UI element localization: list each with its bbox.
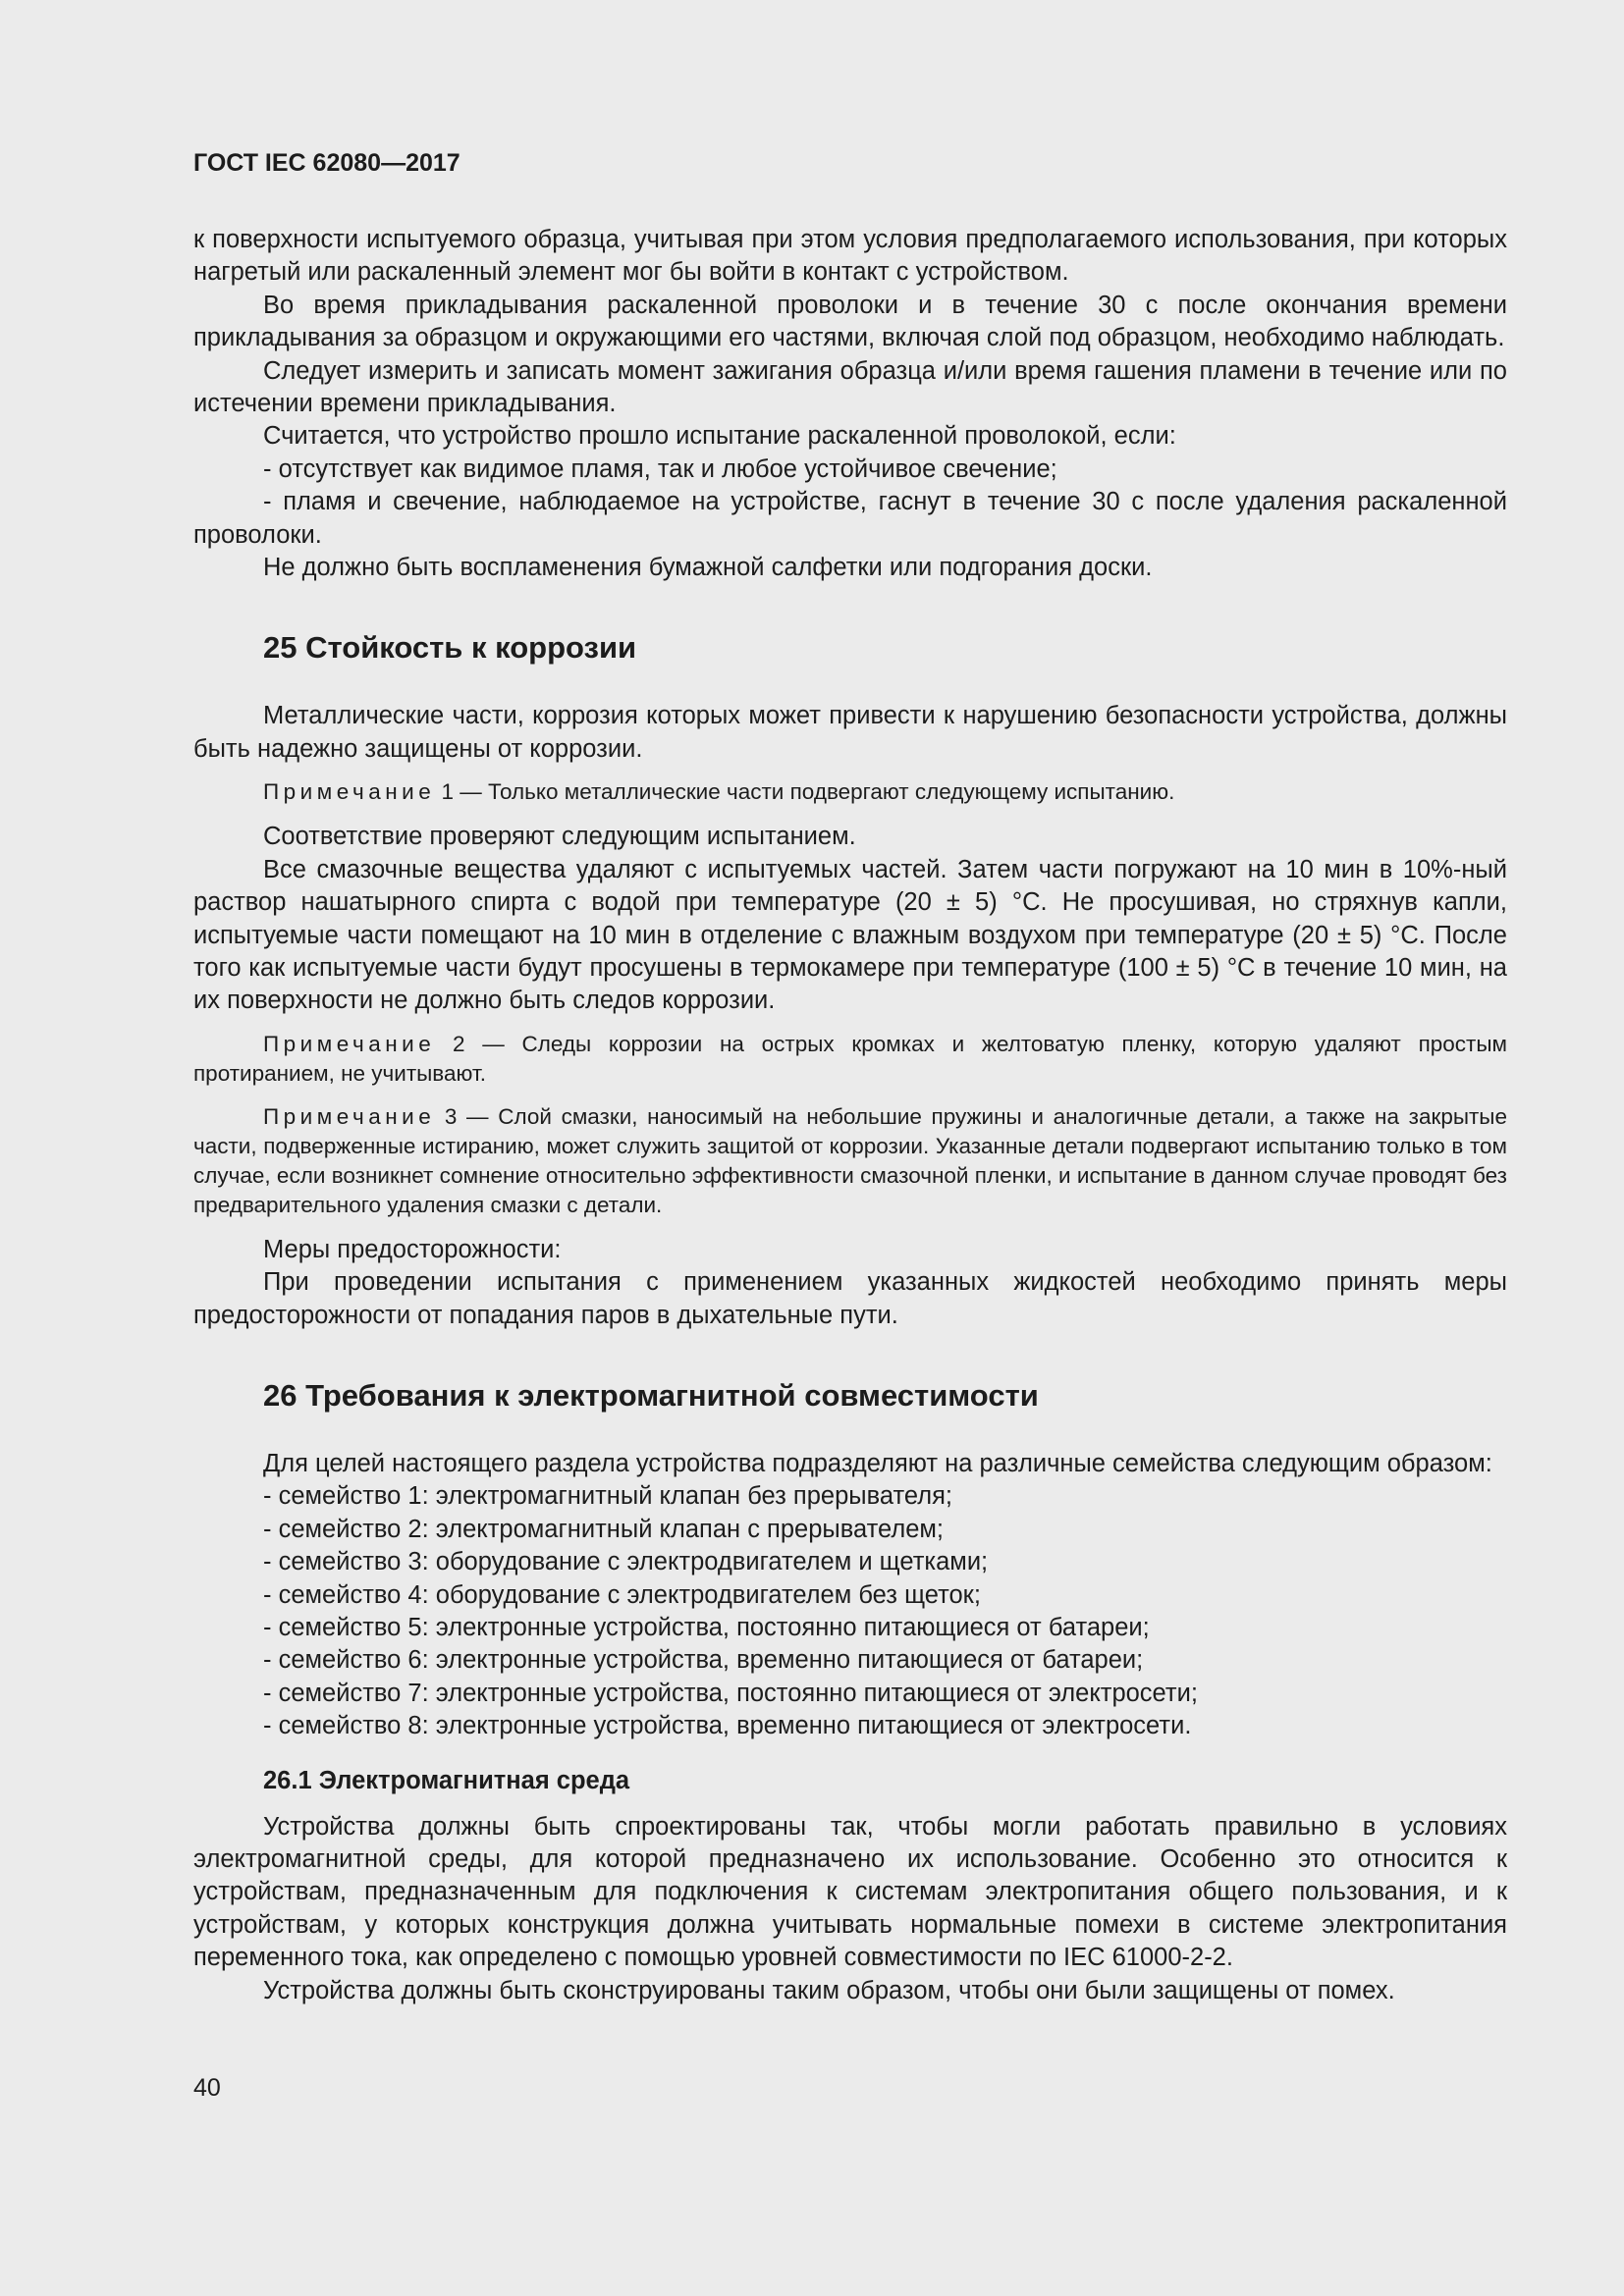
paragraph: Следует измерить и записать момент зажигания образца и/или время гашения пламени в течение или по истечении времени прикладывания. xyxy=(193,356,1507,418)
list-item: - семейство 3: оборудование с электродвигателем и щетками; xyxy=(263,1548,989,1576)
list-item: - семейство 7: электронные устройства, постоянно питающиеся от электросети; xyxy=(263,1679,1198,1707)
paragraph: Во время прикладывания раскаленной проволоки и в течение 30 с после окончания времени прикладывания за образцом и окружающими его частями, включая слой под образцом, необходимо наблюдать. xyxy=(193,291,1507,352)
note-3 xyxy=(193,1102,1507,1220)
list-item: - семейство 2: электромагнитный клапан с прерывателем; xyxy=(263,1515,944,1543)
list-item: - семейство 8: электронные устройства, временно питающиеся от электросети. xyxy=(263,1712,1192,1740)
paragraph: Устройства должны быть сконструированы таким образом, чтобы они были защищены от помех. xyxy=(263,1976,1395,2004)
paragraph: Все смазочные вещества удаляют с испытуемых частей. Затем части погружают на 10 мин в 10%-ный раствор нашатырного спирта с водой при температуре (20 ± 5) °С. Не просушивая, но стряхнув капли, испытуемые части помещают на 10 мин в отделение с влажным воздухом при температуре (20 ± 5) °С. После того как испытуемые части будут просушены в термокамере при температуре (100 ± 5) °С в течение 10 мин, на их поверхности не должно быть следов коррозии. xyxy=(193,855,1507,1015)
families-list xyxy=(193,1480,1507,1742)
note-text: 1 — Только металлические части подвергают следующему испытанию. xyxy=(435,779,1175,805)
paragraph: Считается, что устройство прошло испытание раскаленной проволокой, если: xyxy=(263,422,1176,451)
list-item: - отсутствует как видимое пламя, так и любое устойчивое свечение; xyxy=(263,454,1057,483)
note-2 xyxy=(193,1030,1507,1089)
section-heading-25: 25 Стойкость к коррозии xyxy=(263,630,637,666)
paragraph: Для целей настоящего раздела устройства подразделяют на различные семейства следующим образом: xyxy=(263,1449,1492,1477)
list-item: - семейство 4: оборудование с электродвигателем без щеток; xyxy=(263,1580,981,1609)
paragraph: Устройства должны быть спроектированы так, чтобы могли работать правильно в условиях электромагнитной среды, для которой предназначено их использование. Особенно это относится к устройствам, предназначенным для подключения к системам электропитания общего пользования, и к устройствам, у которых конструкция должна учитывать нормальные помехи в системе электропитания переменного тока, как определено с помощью уровней совместимости по IEC 61000-2-2. xyxy=(193,1812,1507,1972)
note-label: Примечание xyxy=(263,779,436,805)
note-label: Примечание xyxy=(263,1031,436,1056)
note-1 xyxy=(193,777,1507,807)
section-heading-26: 26 Требования к электромагнитной совместимости xyxy=(263,1377,1039,1413)
document-page xyxy=(193,147,1507,2007)
list-item: - семейство 6: электронные устройства, временно питающиеся от батареи; xyxy=(263,1646,1144,1675)
paragraph: Соответствие проверяют следующим испытанием. xyxy=(263,823,856,851)
list-item: - семейство 1: электромагнитный клапан без прерывателя; xyxy=(263,1482,952,1511)
note-text: 3 — Слой смазки, наносимый на небольшие пружины и аналогичные детали, а также на закрытые части, подверженные истиранию, может служить защитой от коррозии. Указанные детали подвергают испытанию только в том случае, если возникнет сомнение относительно эффективности смазочной пленки, и испытание в данном случае проводят без предварительного удаления смазки с детали. xyxy=(193,1103,1507,1217)
paragraph: При проведении испытания с применением указанных жидкостей необходимо принять меры предосторожности от попадания паров в дыхательные пути. xyxy=(193,1268,1507,1329)
note-text: 2 — Следы коррозии на острых кромках и желтоватую пленку, которую удаляют простым протиранием, не учитывают. xyxy=(193,1031,1507,1086)
paragraph: Не должно быть воспламенения бумажной салфетки или подгорания доски. xyxy=(263,554,1153,582)
document-header: ГОСТ IEC 62080—2017 xyxy=(193,149,460,177)
paragraph: Металлические части, коррозия которых может привести к нарушению безопасности устройства, должны быть надежно защищены от коррозии. xyxy=(193,702,1507,763)
page-number: 40 xyxy=(193,2074,221,2102)
paragraph: Меры предосторожности: xyxy=(263,1235,562,1263)
list-item: - семейство 5: электронные устройства, постоянно питающиеся от батареи; xyxy=(263,1613,1150,1641)
note-label: Примечание xyxy=(263,1103,436,1129)
subsection-heading-26-1: 26.1 Электромагнитная среда xyxy=(263,1766,630,1794)
paragraph: к поверхности испытуемого образца, учитывая при этом условия предполагаемого использования, при которых нагретый или раскаленный элемент мог бы войти в контакт с устройством. xyxy=(193,226,1507,287)
list-item: - пламя и свечение, наблюдаемое на устройстве, гаснут в течение 30 с после удаления раскаленной проволоки. xyxy=(193,488,1507,549)
